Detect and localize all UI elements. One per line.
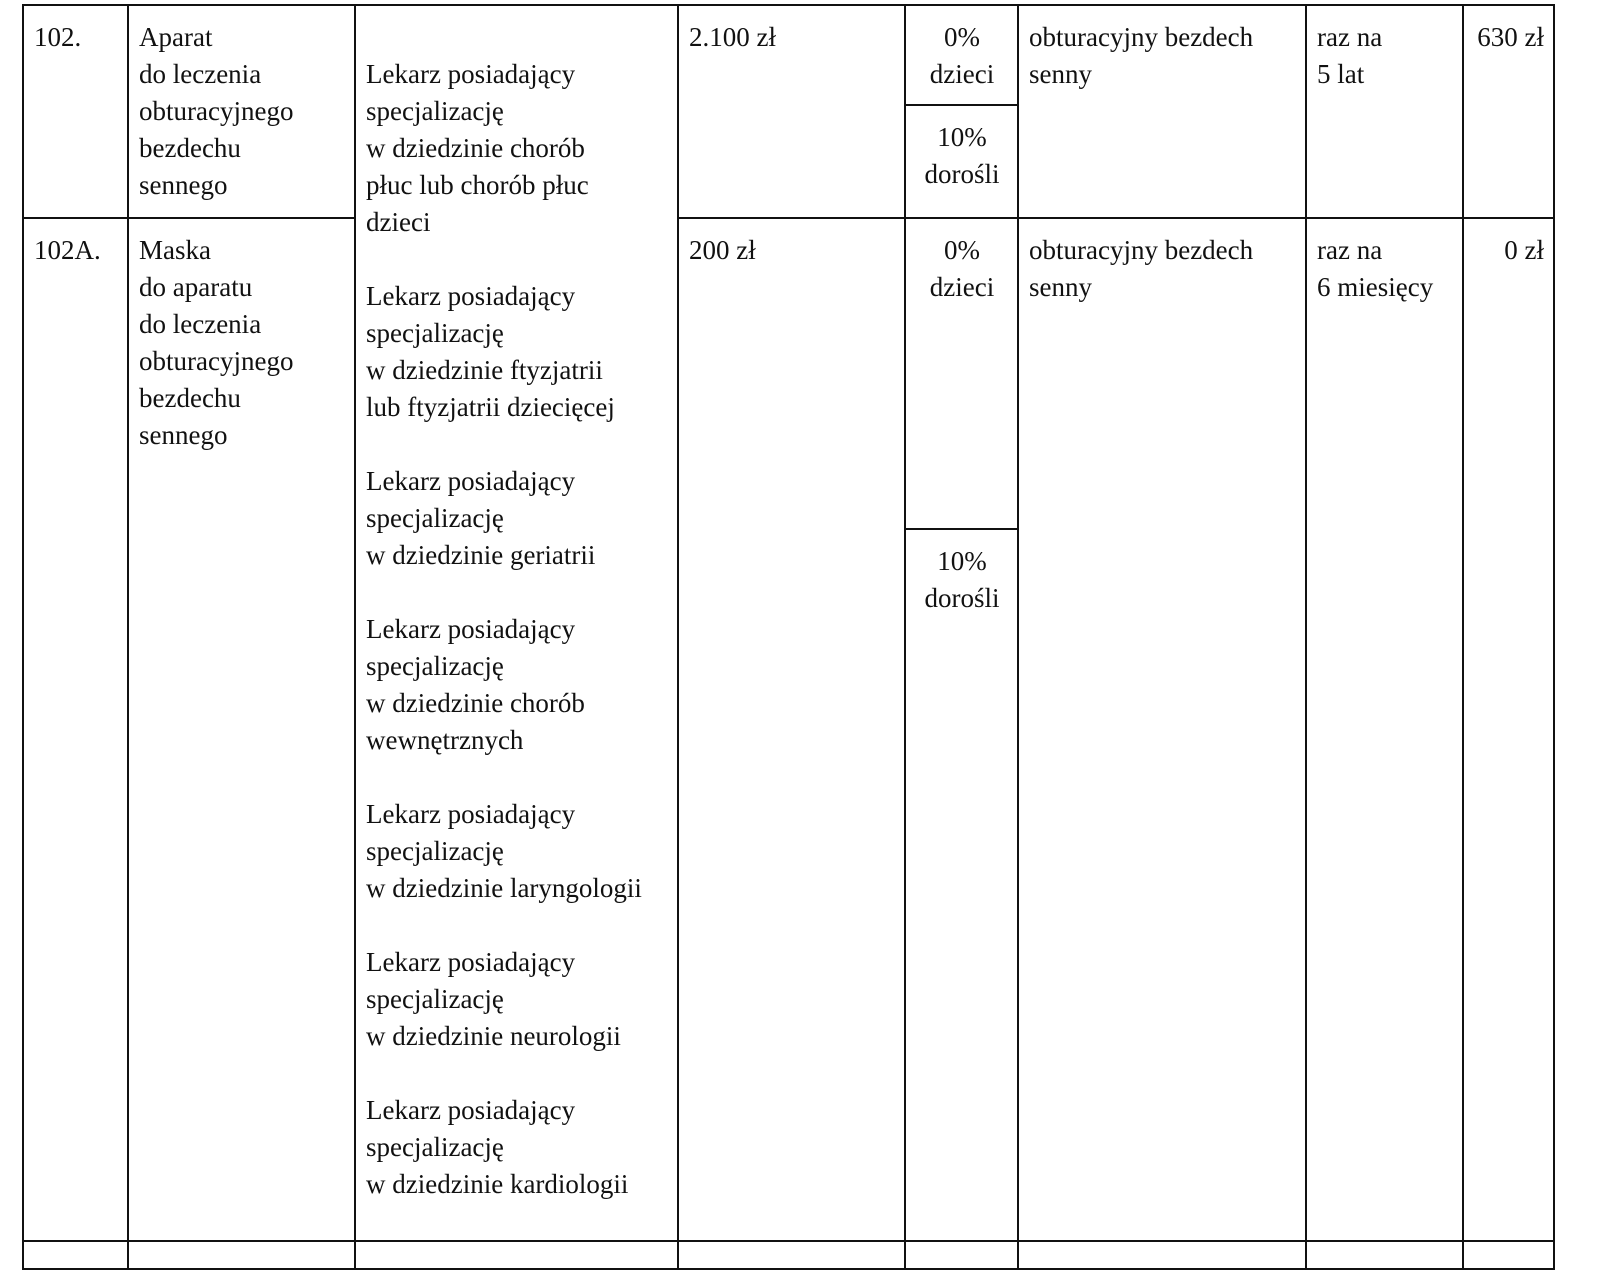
table-row — [23, 218, 1554, 529]
frequency-cell: raz na 6 miesięcy — [1306, 218, 1463, 1241]
product-name-cell: Maska do aparatu do leczenia obturacyjnego bezdechu sennego — [128, 218, 355, 1241]
copay-children-cell: 0% dzieci — [905, 218, 1018, 529]
reimbursement-table — [22, 4, 1555, 1270]
next-row-stub — [23, 1241, 1554, 1269]
prescriber-item: Lekarz posiadający specjalizację w dziedzinie geriatrii — [366, 466, 596, 570]
table-row — [23, 5, 1554, 105]
row-number-cell: 102A. — [23, 218, 128, 1241]
prescriber-item: Lekarz posiadający specjalizację w dziedzinie neurologii — [366, 947, 621, 1051]
amount-cell: 630 zł — [1463, 5, 1554, 218]
copay-adults-cell: 10% dorośli — [905, 105, 1018, 218]
amount-cell: 0 zł — [1463, 218, 1554, 1241]
prescriber-cell — [355, 5, 678, 1241]
indication-cell: obturacyjny bezdech senny — [1018, 218, 1306, 1241]
price-limit-cell: 200 zł — [678, 218, 905, 1241]
prescriber-item: Lekarz posiadający specjalizację w dziedzinie ftyzjatrii lub ftyzjatrii dziecięcej — [366, 281, 615, 422]
prescriber-item: Lekarz posiadający specjalizację w dziedzinie kardiologii — [366, 1095, 629, 1199]
copay-adults-cell: 10% dorośli — [905, 529, 1018, 1241]
product-name-cell: Aparat do leczenia obturacyjnego bezdechu sennego — [128, 5, 355, 218]
row-number-cell: 102. — [23, 5, 128, 218]
prescriber-item: Lekarz posiadający specjalizację w dziedzinie laryngologii — [366, 799, 642, 903]
frequency-cell: raz na 5 lat — [1306, 5, 1463, 218]
price-limit-cell: 2.100 zł — [678, 5, 905, 218]
copay-children-cell: 0% dzieci — [905, 5, 1018, 105]
prescriber-item: Lekarz posiadający specjalizację w dziedzinie chorób wewnętrznych — [366, 614, 585, 755]
prescriber-item: Lekarz posiadający specjalizację w dziedzinie chorób płuc lub chorób płuc dzieci — [366, 59, 589, 237]
indication-cell: obturacyjny bezdech senny — [1018, 5, 1306, 218]
